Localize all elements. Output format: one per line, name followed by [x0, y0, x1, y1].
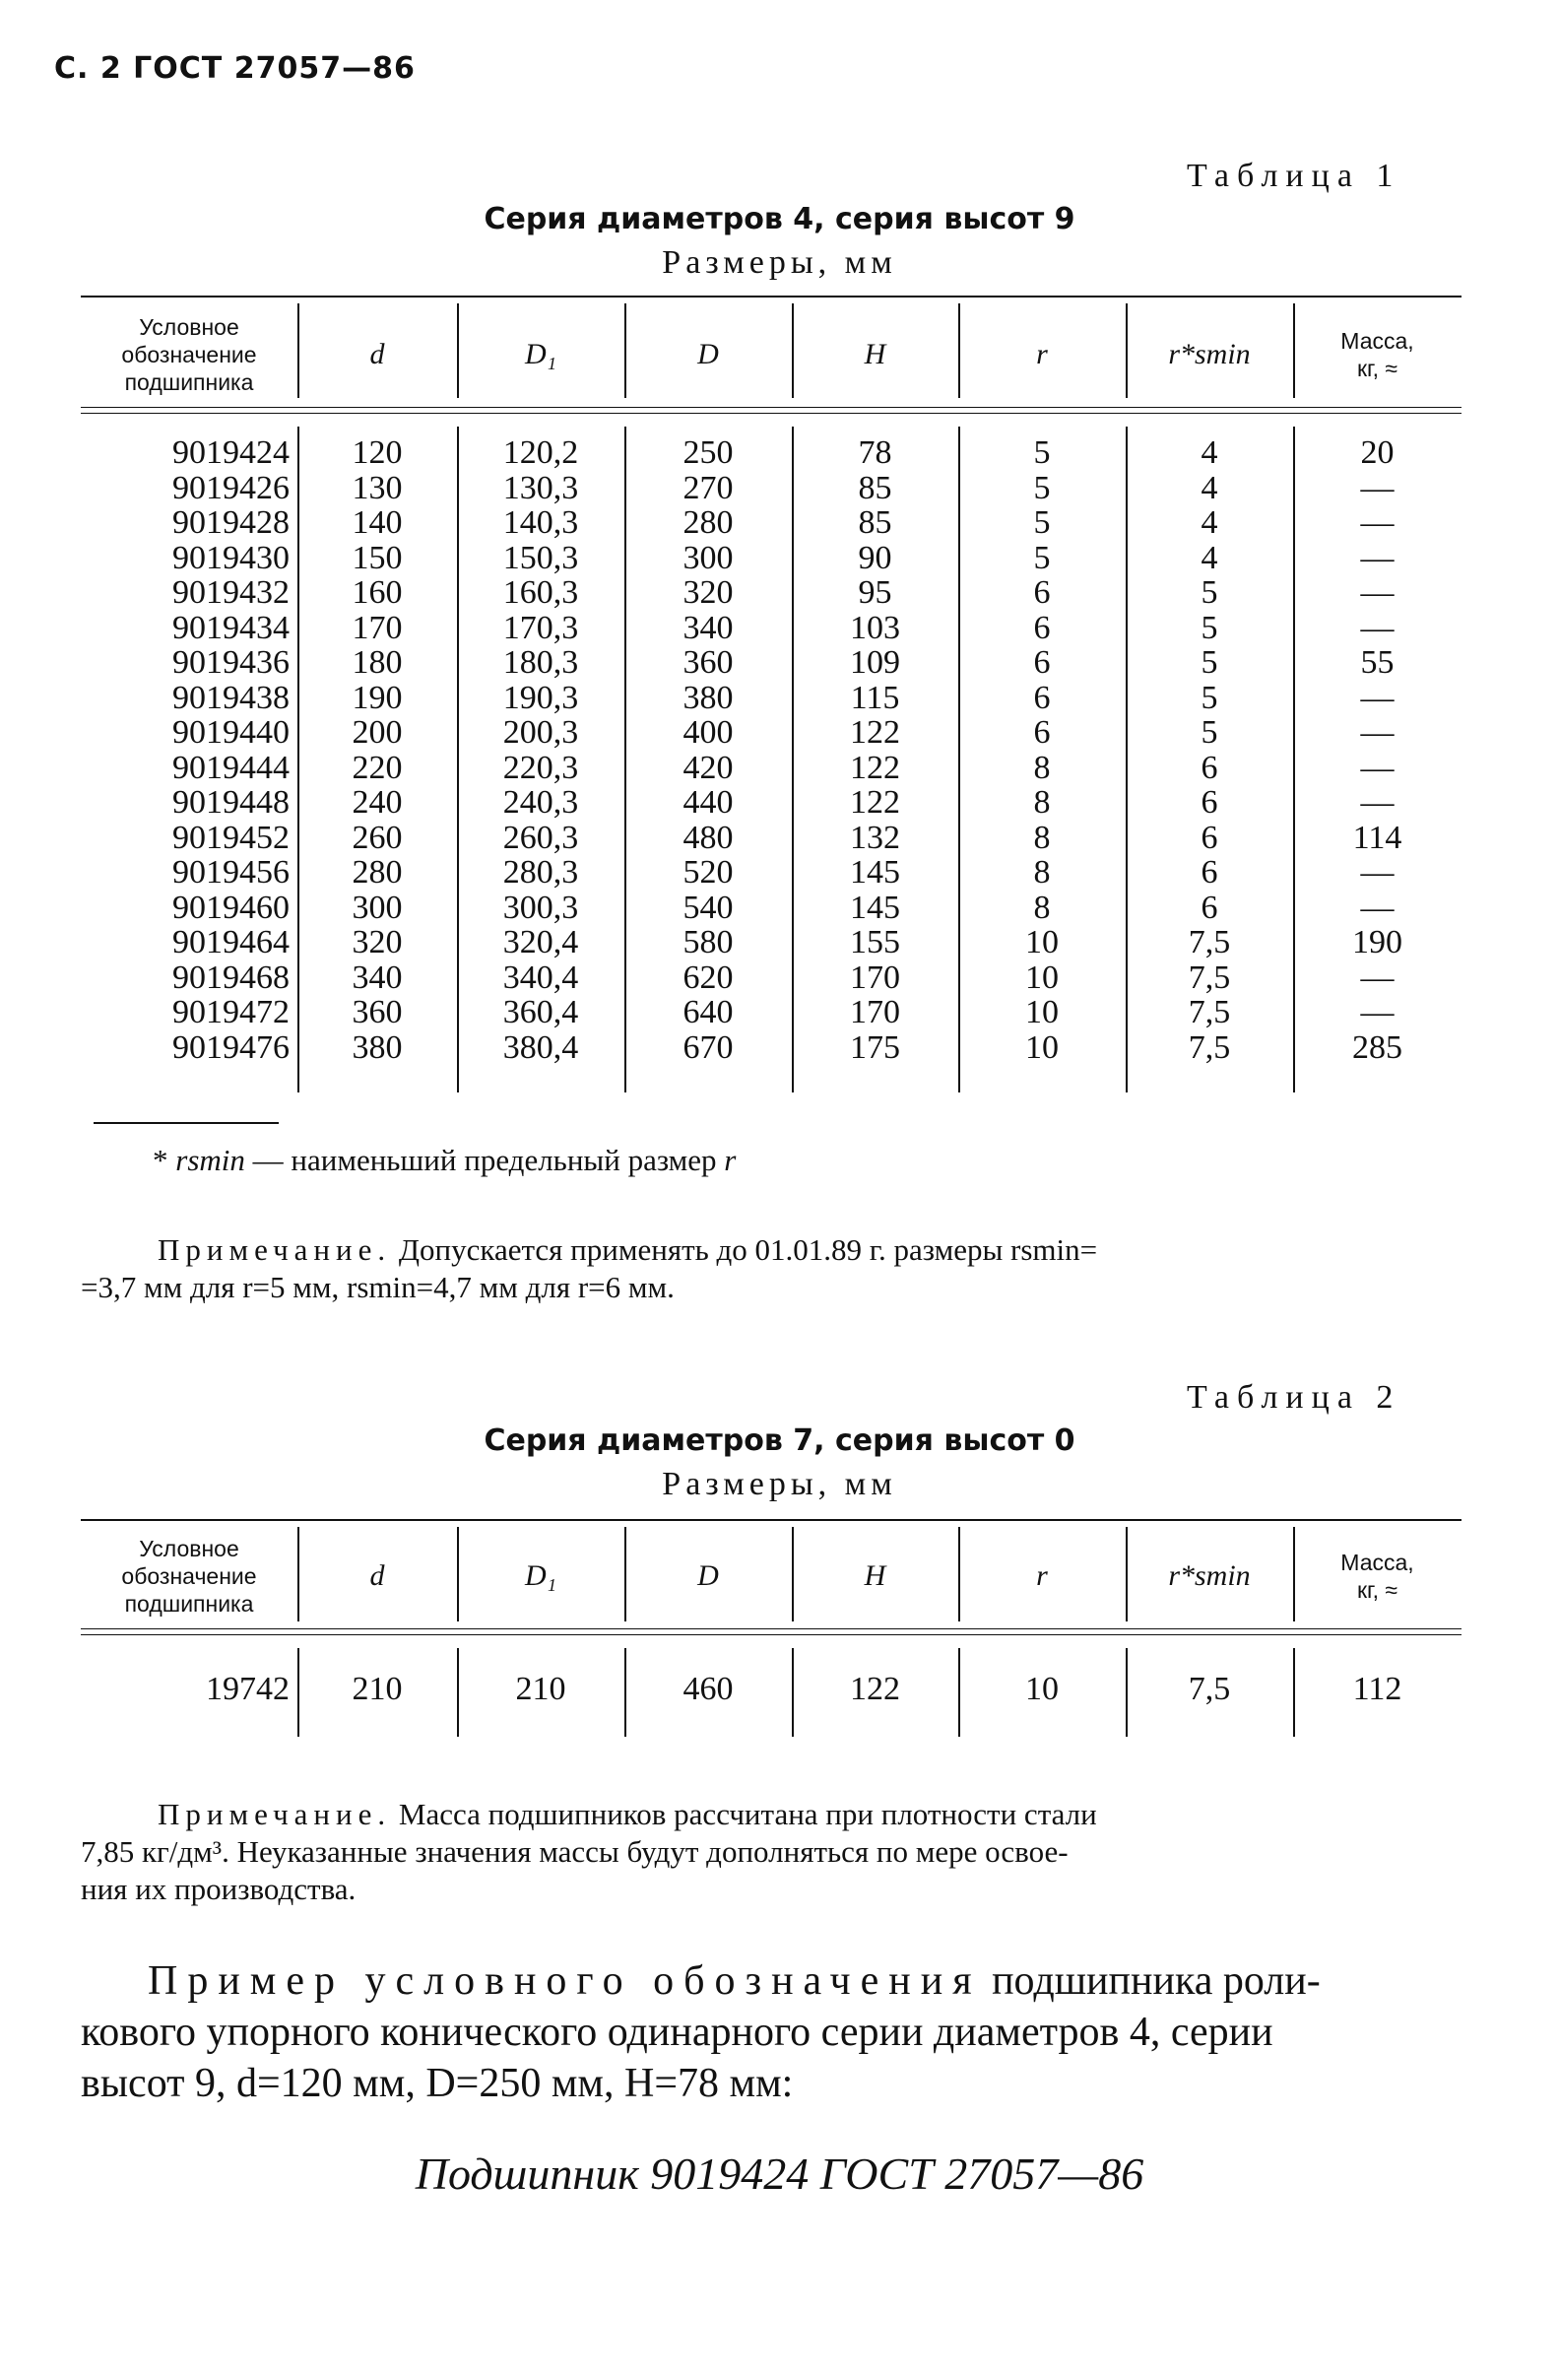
cell-D: 460 [682, 1671, 734, 1707]
cell-mass: — [1360, 469, 1395, 506]
cell-designation: 9019452 [172, 819, 290, 856]
table-1-header-rule-2 [81, 413, 1462, 414]
cell-rsmin: 5 [1201, 574, 1218, 611]
cell-r: 8 [1033, 749, 1051, 786]
cell-rsmin: 7,5 [1188, 959, 1231, 996]
cell-D: 400 [682, 714, 734, 751]
cell-designation: 9019430 [172, 539, 290, 576]
cell-H: 109 [850, 644, 900, 681]
cell-r: 8 [1033, 854, 1051, 891]
cell-rsmin: 4 [1201, 434, 1218, 471]
cell-d: 140 [352, 504, 403, 541]
cell-r: 6 [1033, 714, 1051, 751]
cell-r: 10 [1025, 1028, 1059, 1066]
cell-designation: 9019468 [172, 959, 290, 996]
cell-H: 132 [850, 819, 900, 856]
cell-d: 360 [352, 994, 403, 1030]
table-2-header-rsmin: r*smin [1168, 1559, 1251, 1592]
cell-d: 340 [352, 959, 403, 996]
cell-designation: 19742 [206, 1671, 290, 1707]
cell-H: 78 [858, 434, 892, 471]
cell-H: 122 [850, 784, 900, 821]
cell-H: 85 [858, 504, 892, 541]
cell-rsmin: 6 [1201, 819, 1218, 856]
cell-d1: 380,4 [502, 1028, 579, 1066]
cell-r: 8 [1033, 819, 1051, 856]
cell-d: 240 [352, 784, 403, 821]
cell-rsmin: 6 [1201, 784, 1218, 821]
table-2-header-D: D [697, 1559, 719, 1592]
table-2-units: Размеры, мм [662, 1466, 897, 1502]
cell-mass: — [1360, 959, 1395, 996]
table-2-header-d: d [369, 1559, 385, 1592]
cell-r: 6 [1033, 644, 1051, 681]
cell-d: 300 [352, 889, 403, 926]
cell-D: 440 [682, 784, 734, 821]
cell-rsmin: 4 [1201, 504, 1218, 541]
cell-d1: 260,3 [502, 819, 579, 856]
cell-d1: 190,3 [502, 679, 579, 716]
cell-r: 5 [1033, 539, 1051, 576]
bearing-designation: Подшипник 9019424 ГОСТ 27057—86 [415, 2149, 1144, 2199]
table-1-note-line2: =3,7 мм для r=5 мм, rsmin=4,7 мм для r=6 мм. [81, 1270, 675, 1304]
cell-H: 85 [858, 469, 892, 506]
cell-d1: 340,4 [502, 959, 579, 996]
cell-rsmin: 5 [1201, 679, 1218, 716]
cell-mass: — [1360, 994, 1395, 1030]
cell-r: 10 [1025, 1671, 1059, 1707]
cell-d1: 170,3 [502, 609, 579, 646]
cell-H: 95 [858, 574, 892, 611]
cell-D: 670 [682, 1028, 734, 1066]
cell-designation: 9019464 [172, 924, 290, 960]
cell-d: 180 [352, 644, 403, 681]
cell-D: 480 [682, 819, 734, 856]
cell-designation: 9019438 [172, 679, 290, 716]
cell-designation: 9019440 [172, 714, 290, 751]
table-1-label: Таблица 1 [1187, 158, 1401, 194]
table-2-header-H: H [864, 1559, 886, 1592]
cell-mass: 285 [1352, 1028, 1402, 1066]
cell-d: 220 [352, 749, 403, 786]
cell-r: 6 [1033, 574, 1051, 611]
cell-H: 170 [850, 959, 900, 996]
cell-d1: 130,3 [502, 469, 579, 506]
cell-r: 10 [1025, 959, 1059, 996]
cell-r: 8 [1033, 784, 1051, 821]
cell-rsmin: 4 [1201, 539, 1218, 576]
cell-mass: — [1360, 714, 1395, 751]
cell-r: 5 [1033, 469, 1051, 506]
cell-H: 155 [850, 924, 900, 960]
cell-d1: 160,3 [502, 574, 579, 611]
cell-r: 6 [1033, 609, 1051, 646]
cell-r: 10 [1025, 994, 1059, 1030]
cell-rsmin: 5 [1201, 644, 1218, 681]
cell-D: 320 [682, 574, 734, 611]
cell-H: 90 [858, 539, 892, 576]
table-2-label: Таблица 2 [1187, 1379, 1401, 1416]
cell-D: 420 [682, 749, 734, 786]
table-1-units: Размеры, мм [662, 244, 897, 281]
cell-d: 130 [352, 469, 403, 506]
cell-mass: — [1360, 784, 1395, 821]
designation-example: Пример условного обозначения подшипника роли- [148, 1958, 1321, 2004]
cell-d1: 300,3 [502, 889, 579, 926]
cell-mass: 20 [1360, 434, 1395, 471]
cell-mass: 112 [1352, 1671, 1402, 1707]
cell-designation: 9019444 [172, 749, 290, 786]
cell-d1: 320,4 [502, 924, 579, 960]
cell-D: 640 [682, 994, 734, 1030]
cell-rsmin: 7,5 [1188, 1028, 1231, 1066]
cell-d: 160 [352, 574, 403, 611]
footnote-separator [94, 1122, 279, 1124]
cell-d1: 210 [515, 1671, 566, 1707]
cell-r: 6 [1033, 679, 1051, 716]
cell-H: 170 [850, 994, 900, 1030]
cell-rsmin: 7,5 [1188, 1671, 1231, 1707]
table-1-header-D: D [697, 338, 719, 370]
cell-D: 620 [682, 959, 734, 996]
table-1-header-rsmin: r*smin [1168, 338, 1251, 370]
cell-mass: — [1360, 609, 1395, 646]
table-1-title: Серия диаметров 4, серия высот 9 [484, 202, 1075, 236]
cell-d1: 200,3 [502, 714, 579, 751]
cell-H: 145 [850, 889, 900, 926]
cell-rsmin: 6 [1201, 854, 1218, 891]
cell-rsmin: 5 [1201, 609, 1218, 646]
cell-D: 380 [682, 679, 734, 716]
cell-mass: — [1360, 539, 1395, 576]
cell-mass: 114 [1352, 819, 1402, 856]
cell-D: 540 [682, 889, 734, 926]
cell-r: 5 [1033, 504, 1051, 541]
cell-rsmin: 7,5 [1188, 994, 1231, 1030]
cell-d: 200 [352, 714, 403, 751]
cell-D: 580 [682, 924, 734, 960]
table-1-header-H: H [864, 338, 886, 370]
table-2 [81, 1519, 1462, 1746]
cell-rsmin: 6 [1201, 749, 1218, 786]
cell-d: 150 [352, 539, 403, 576]
table-2-note-line2: 7,85 кг/дм³. Неуказанные значения массы будут дополняться по мере освое- [81, 1834, 1069, 1869]
designation-example-line2: кового упорного конического одинарного серии диаметров 4, серии [81, 2010, 1273, 2055]
table-1-top-rule [81, 296, 1462, 298]
table-2-header-r: r [1036, 1559, 1048, 1592]
table-1-header-d: d [369, 338, 385, 370]
cell-designation: 9019456 [172, 854, 290, 891]
cell-d1: 280,3 [502, 854, 579, 891]
cell-mass: — [1360, 889, 1395, 926]
cell-designation: 9019424 [172, 434, 290, 471]
cell-D: 300 [682, 539, 734, 576]
cell-d: 320 [352, 924, 403, 960]
table-1-header-rule [81, 407, 1462, 408]
table-2-header-mass: Масса, кг, ≈ [1340, 1550, 1414, 1603]
cell-d: 260 [352, 819, 403, 856]
table-1 [81, 296, 1462, 1113]
cell-H: 175 [850, 1028, 900, 1066]
cell-d: 210 [352, 1671, 403, 1707]
cell-D: 360 [682, 644, 734, 681]
cell-designation: 9019476 [172, 1028, 290, 1066]
cell-d: 170 [352, 609, 403, 646]
cell-rsmin: 5 [1201, 714, 1218, 751]
table-2-note-line3: ния их производства. [81, 1872, 357, 1906]
cell-designation: 9019426 [172, 469, 290, 506]
cell-rsmin: 7,5 [1188, 924, 1231, 960]
cell-designation: 9019448 [172, 784, 290, 821]
cell-mass: — [1360, 504, 1395, 541]
cell-H: 122 [850, 749, 900, 786]
cell-mass: 55 [1360, 644, 1395, 681]
cell-designation: 9019428 [172, 504, 290, 541]
table-1-header-d1: D₁ [524, 338, 557, 370]
cell-d1: 360,4 [502, 994, 579, 1030]
cell-d1: 180,3 [502, 644, 579, 681]
cell-d: 190 [352, 679, 403, 716]
cell-designation: 9019472 [172, 994, 290, 1030]
cell-D: 520 [682, 854, 734, 891]
page-header-reference: С. 2 ГОСТ 27057—86 [54, 51, 416, 86]
cell-d1: 150,3 [502, 539, 579, 576]
footnote: * rsmin — наименьший предельный размер r [153, 1143, 737, 1177]
cell-d1: 240,3 [502, 784, 579, 821]
cell-designation: 9019434 [172, 609, 290, 646]
cell-d1: 140,3 [502, 504, 579, 541]
cell-D: 340 [682, 609, 734, 646]
table-1-header-r: r [1036, 338, 1048, 370]
table-2-header-designation: Условное обозначение подшипника [121, 1536, 257, 1617]
cell-d: 380 [352, 1028, 403, 1066]
cell-designation: 9019432 [172, 574, 290, 611]
cell-mass: 190 [1352, 924, 1402, 960]
cell-r: 8 [1033, 889, 1051, 926]
cell-mass: — [1360, 749, 1395, 786]
cell-d: 120 [352, 434, 403, 471]
designation-example-line3: высот 9, d=120 мм, D=250 мм, H=78 мм: [81, 2061, 794, 2106]
cell-mass: — [1360, 574, 1395, 611]
cell-mass: — [1360, 854, 1395, 891]
table-2-note: Примечание. Масса подшипников рассчитана при плотности стали [158, 1797, 1097, 1831]
cell-r: 10 [1025, 924, 1059, 960]
table-1-header-mass: Масса, кг, ≈ [1340, 328, 1414, 381]
cell-H: 122 [850, 1671, 900, 1707]
cell-D: 270 [682, 469, 734, 506]
cell-d1: 220,3 [502, 749, 579, 786]
cell-rsmin: 4 [1201, 469, 1218, 506]
cell-H: 145 [850, 854, 900, 891]
table-2-header-d1: D₁ [524, 1559, 557, 1592]
cell-mass: — [1360, 679, 1395, 716]
cell-rsmin: 6 [1201, 889, 1218, 926]
cell-designation: 9019460 [172, 889, 290, 926]
table-2-title: Серия диаметров 7, серия высот 0 [484, 1423, 1075, 1458]
table-1-note: Примечание. Допускается применять до 01.01.89 г. размеры rsmin= [158, 1232, 1098, 1267]
cell-d1: 120,2 [502, 434, 579, 471]
cell-d: 280 [352, 854, 403, 891]
cell-H: 122 [850, 714, 900, 751]
cell-D: 250 [682, 434, 734, 471]
cell-H: 103 [850, 609, 900, 646]
table-1-header-designation: Условное обозначение подшипника [121, 314, 257, 395]
cell-D: 280 [682, 504, 734, 541]
cell-H: 115 [850, 679, 900, 716]
cell-r: 5 [1033, 434, 1051, 471]
cell-designation: 9019436 [172, 644, 290, 681]
